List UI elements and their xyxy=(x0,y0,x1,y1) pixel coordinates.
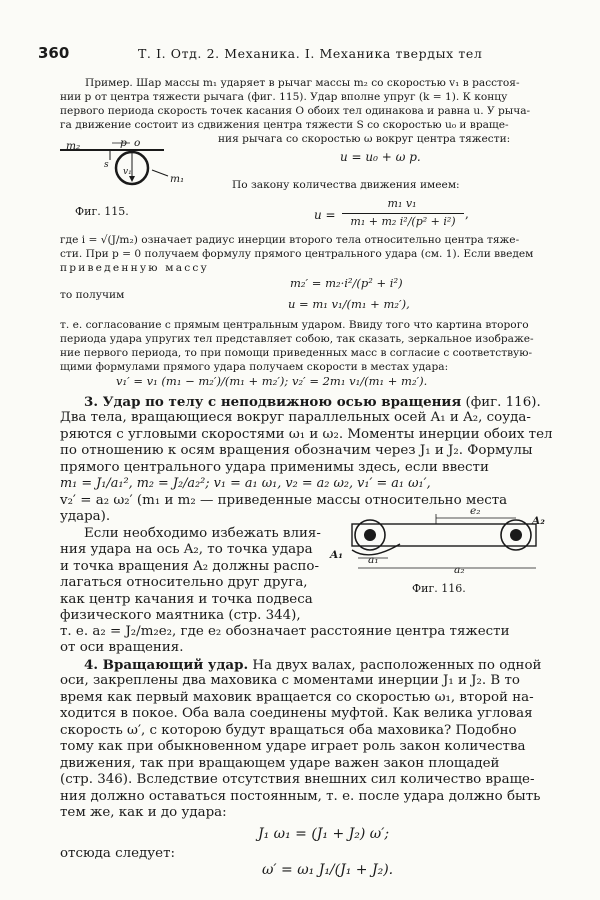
example-line-2: нии p от центра тяжести рычага (фиг. 115). Удар вполне упруг (k = 1). К концу xyxy=(60,91,508,103)
fig116-label-a2: a₂ xyxy=(454,564,465,576)
formula-u-numerator: m₁ v₁ xyxy=(387,197,417,210)
fraction-bar xyxy=(342,213,464,214)
example-line-9: приведенную массу xyxy=(60,262,209,274)
example-line-5: ния рычага со скоростью ω вокруг центра тяжести: xyxy=(218,133,511,145)
section3-line-9: ния удара на ось A₂, то точка удара xyxy=(60,542,313,557)
example-line-1: Пример. Шар массы m₁ ударяет в рычаг массы m₂ со скоростью v₁ в расстоя- xyxy=(85,77,520,89)
formula-velocities: v₁′ = v₁ (m₁ − m₂′)/(m₁ + m₂′); v₂′ = 2m₁ v₁/(m₁ + m₂′). xyxy=(116,374,428,388)
left-axle xyxy=(364,529,376,541)
section3-line-11: лагаться относительно друг друга, xyxy=(60,575,308,590)
example-line-6: По закону количества движения имеем: xyxy=(232,179,460,191)
section3-line-12: как центр качания и точка подвеса xyxy=(60,592,313,607)
section4-line-10: тем же, как и до удара: xyxy=(60,805,227,820)
fig115-label-m2: m₂ xyxy=(66,140,81,152)
section4-hence: отсюда следует: xyxy=(60,846,176,861)
section4-line-1: На двух валах, расположенных по одной xyxy=(248,658,542,673)
fig115-label-o: o xyxy=(134,137,141,149)
example-then-get: то получим xyxy=(60,289,125,301)
section4-line-7: движения, так при вращающем ударе важен закон площадей xyxy=(60,756,500,771)
fig115-label-m1: m₁ xyxy=(170,173,185,185)
example-line-10: т. е. согласование с прямым центральным ударом. Ввиду того что картина второго xyxy=(60,319,529,331)
fig115-label-s: s xyxy=(104,160,109,170)
section3-line-6: v₂′ = a₂ ω₂′ (m₁ и m₂ — приведенные массы относительно места xyxy=(60,493,508,508)
formula-angular-momentum: J₁ ω₁ = (J₁ + J₂) ω′; xyxy=(258,826,390,842)
section3-line-13: физического маятника (стр. 344), xyxy=(60,608,301,623)
example-line-7: где i = √(J/m₂) означает радиус инерции второго тела относительно центра тяже- xyxy=(60,234,520,246)
section3-line-4: прямого центрального удара применимы здесь, если ввести xyxy=(60,460,489,475)
section4-line-9: ния должно оставаться постоянным, т. е. после удара должно быть xyxy=(60,789,541,804)
section4-line-3: время как первый маховик вращается со скоростью ω₁, второй на- xyxy=(60,690,534,705)
fig115-label-p: p xyxy=(120,137,127,149)
page-header xyxy=(38,44,578,66)
section4-line-5: скорость ω′, с которою будут вращаться оба маховика? Подобно xyxy=(60,723,517,738)
section4-line-4: ходится в покое. Оба вала соединены муфтой. Как велика угловая xyxy=(60,706,533,721)
section3-line-8: Если необходимо избежать влия- xyxy=(84,526,321,541)
formula-u-reduced: u = m₁ v₁/(m₁ + m₂′), xyxy=(288,297,410,311)
formula-comma: , xyxy=(465,207,469,221)
section4-heading-line xyxy=(84,657,541,675)
section3-line-15: от оси вращения. xyxy=(60,640,184,655)
example-line-4: га движение состоит из сдвижения центра тяжести S со скоростью u₀ и враще- xyxy=(60,119,509,131)
example-line-12: ние первого периода, то при помощи приведенных масс в согласие с соответствую- xyxy=(60,347,533,359)
section3-line-5: m₁ = J₁/a₁², m₂ = J₂/a₂²; v₁ = a₁ ω₁, v₂ = a₂ ω₂, v₁′ = a₁ ω₁′, xyxy=(60,476,431,491)
formula-u-denominator: m₁ + m₂ i²/(p² + i²) xyxy=(350,215,456,228)
section3-heading-line xyxy=(84,394,541,412)
fig116-label-e2: e₂ xyxy=(470,505,481,517)
page-number: 360 xyxy=(38,44,70,62)
section3-line-10: и точка вращения A₂ должны распо- xyxy=(60,559,319,574)
fig116-label-A1: A₁ xyxy=(330,549,343,561)
section4-line-2: оси, закреплены два маховика с моментами инерции J₁ и J₂. В то xyxy=(60,673,520,688)
formula-u-u0: u = u₀ + ω p. xyxy=(340,150,421,164)
example-line-11: периода удара упругих тел представляет собою, так сказать, зеркальное изображе- xyxy=(60,333,534,345)
section3-line-2: ряются с угловыми скоростями ω₁ и ω₂. Моменты инерции обоих тел xyxy=(60,427,553,442)
running-head: Т. I. Отд. 2. Механика. I. Механика твердых тел xyxy=(138,46,483,61)
section3-line-7: удара). xyxy=(60,509,111,524)
fig115-label-v1: v₁ xyxy=(123,167,132,177)
section3-line-1: Два тела, вращающиеся вокруг параллельных осей A₁ и A₂, соуда- xyxy=(60,410,531,425)
fig116-caption: Фиг. 116. xyxy=(412,582,466,595)
m1-leader xyxy=(152,170,168,176)
section4-heading: 4. Вращающий удар. xyxy=(84,657,249,673)
formula-omega-prime: ω′ = ω₁ J₁/(J₁ + J₂). xyxy=(262,862,394,878)
formula-reduced-mass: m₂′ = m₂·i²/(p² + i²) xyxy=(290,276,403,290)
section3-ref: (фиг. 116). xyxy=(461,395,541,410)
fig116-label-a1: a₁ xyxy=(368,554,379,566)
example-line-13: щими формулами прямого удара получаем скорости в местах удара: xyxy=(60,361,449,373)
section4-line-6: тому как при обыкновенном ударе играет роль закон количества xyxy=(60,739,526,754)
section4-line-8: (стр. 346). Вследствие отсутствия внешних сил количество враще- xyxy=(60,772,535,787)
fig116-label-A2: A₂ xyxy=(532,515,545,527)
right-axle xyxy=(510,529,522,541)
figure-116 xyxy=(340,510,560,578)
formula-u-lhs: u = xyxy=(314,208,336,222)
rod-outline xyxy=(352,524,536,546)
section3-line-14: т. е. a₂ = J₂/m₂e₂, где e₂ обозначает расстояние центра тяжести xyxy=(60,624,510,639)
example-line-3: первого периода скорость точек касания O обоих тел одинакова и равна u. У рыча- xyxy=(60,105,531,117)
section3-heading: 3. Удар по телу с неподвижною осью вращения xyxy=(84,394,462,410)
section3-line-3: по отношению к осям вращения обозначим через J₁ и J₂. Формулы xyxy=(60,443,533,458)
example-line-8: сти. При p = 0 получаем формулу прямого центрального удара (см. 1). Если введем xyxy=(60,248,534,260)
fig115-caption: Фиг. 115. xyxy=(75,205,129,218)
